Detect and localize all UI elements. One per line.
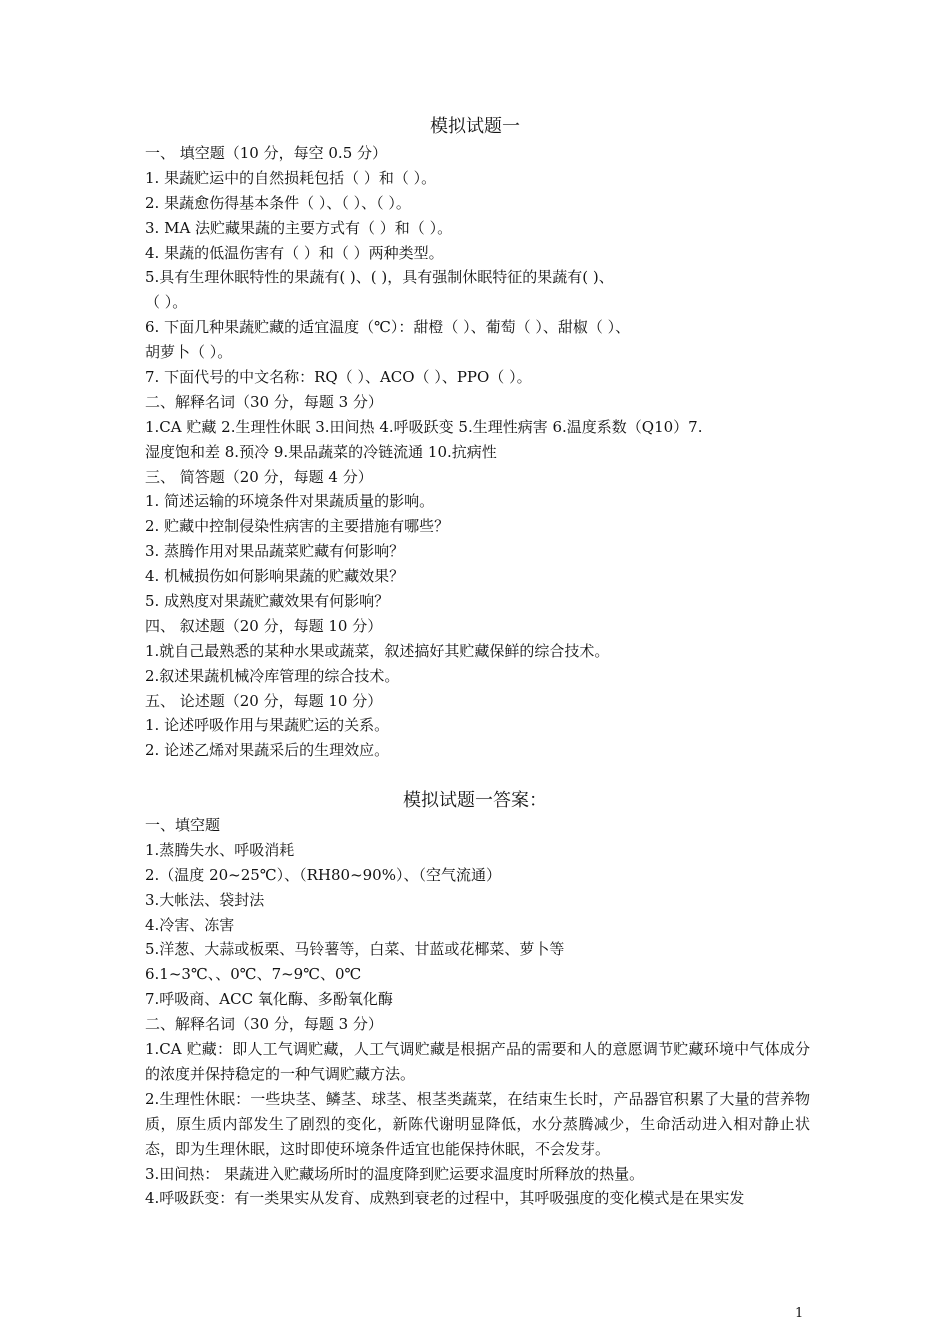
question-line: 1. 论述呼吸作用与果蔬贮运的关系。 <box>145 716 390 735</box>
section-heading: 二、解释名词（30 分，每题 3 分） <box>145 392 383 411</box>
page-number: 1 <box>795 1306 804 1321</box>
question-line: 6. 下面几种果蔬贮藏的适宜温度（℃）：甜橙（ ）、葡萄（ ）、甜椒（ ）、 <box>145 318 631 337</box>
answer-line: 3.大帐法、袋封法 <box>145 890 265 909</box>
question-line: 1.就自己最熟悉的某种水果或蔬菜，叙述搞好其贮藏保鲜的综合技术。 <box>145 641 610 660</box>
question-line: 2.叙述果蔬机械冷库管理的综合技术。 <box>145 666 400 685</box>
section-heading: 二、解释名词（30 分，每题 3 分） <box>145 1015 383 1034</box>
question-line: 胡萝卜（ ）。 <box>145 343 233 362</box>
answer-paragraph: 4.呼吸跃变：有一类果实从发育、成熟到衰老的过程中，其呼吸强度的变化模式是在果实发 <box>145 1189 745 1208</box>
question-line: 湿度饱和差 8.预冷 9.果品蔬菜的冷链流通 10.抗病性 <box>145 442 497 461</box>
answer-line: 5.洋葱、大蒜或板栗、马铃薯等，白菜、甘蓝或花椰菜、萝卜等 <box>145 940 565 959</box>
answer-line: 7.呼吸商、ACC 氧化酶、多酚氧化酶 <box>145 990 393 1009</box>
section-heading: 四、 叙述题（20 分，每题 10 分） <box>145 616 383 635</box>
answer-title: 模拟试题一答案： <box>403 790 547 811</box>
exam-title: 模拟试题一 <box>430 116 520 137</box>
answer-paragraph: 3.田间热： 果蔬进入贮藏场所时的温度降到贮运要求温度时所释放的热量。 <box>145 1164 645 1183</box>
answer-line: 2.（温度 20~25℃）、（RH80~90%）、（空气流通） <box>145 865 501 884</box>
section-heading: 五、 论述题（20 分，每题 10 分） <box>145 691 383 710</box>
question-line: 2. 论述乙烯对果蔬采后的生理效应。 <box>145 741 390 760</box>
question-line: 4. 机械损伤如何影响果蔬的贮藏效果？ <box>145 567 405 586</box>
exam-answers <box>145 813 810 1211</box>
question-line: 7. 下面代号的中文名称：RQ（ ）、ACO（ ）、PPO（ ）。 <box>145 368 532 387</box>
answer-line: 4.冷害、冻害 <box>145 915 235 934</box>
question-line: 5. 成熟度对果蔬贮藏效果有何影响？ <box>145 592 390 611</box>
question-line: 3. MA 法贮藏果蔬的主要方式有（ ）和（ ）。 <box>145 218 453 237</box>
question-line: 4. 果蔬的低温伤害有（ ）和（ ）两种类型。 <box>145 243 444 262</box>
section-heading: 一、 填空题（10 分，每空 0.5 分） <box>145 144 388 162</box>
question-line: 2. 贮藏中控制侵染性病害的主要措施有哪些？ <box>145 517 450 536</box>
question-line: 2. 果蔬愈伤得基本条件（ ）、（ ）、（ ）。 <box>145 193 411 212</box>
question-line: 3. 蒸腾作用对果品蔬菜贮藏有何影响？ <box>145 542 405 561</box>
answer-paragraph: 2.生理性休眠：一些块茎、鳞茎、球茎、根茎类蔬菜，在结束生长时，产品器官积累了大量的营养物质，原生质内部发生了剧烈的变化，新陈代谢明显降低，水分蒸腾减少，生命活动进入相对静止状态，即为生理休眠，这时即使环境条件适宜也能保持休眠，不会发芽。 <box>145 1089 810 1158</box>
question-line: 5.具有生理休眠特性的果蔬有( )、( )，具有强制休眠特征的果蔬有( )、 <box>145 268 614 287</box>
question-line: 1. 简述运输的环境条件对果蔬质量的影响。 <box>145 492 435 511</box>
question-line: 1. 果蔬贮运中的自然损耗包括（ ）和（ ）。 <box>145 168 437 187</box>
exam-questions <box>145 141 810 763</box>
question-line: 1.CA 贮藏 2.生理性休眠 3.田间热 4.呼吸跃变 5.生理性病害 6.温度系数（Q10）7. <box>145 417 703 436</box>
answer-line: 1.蒸腾失水、呼吸消耗 <box>145 840 295 859</box>
answer-paragraph: 1.CA 贮藏：即人工气调贮藏，人工气调贮藏是根据产品的需要和人的意愿调节贮藏环境中气体成分的浓度并保持稳定的一种气调贮藏方法。 <box>145 1040 810 1083</box>
answer-line: 6.1~3℃、、0℃、7~9℃、0℃ <box>145 965 362 984</box>
question-line: （ ）。 <box>145 293 188 312</box>
section-heading: 三、 简答题（20 分，每题 4 分） <box>145 467 373 486</box>
section-heading: 一、填空题 <box>145 816 221 834</box>
